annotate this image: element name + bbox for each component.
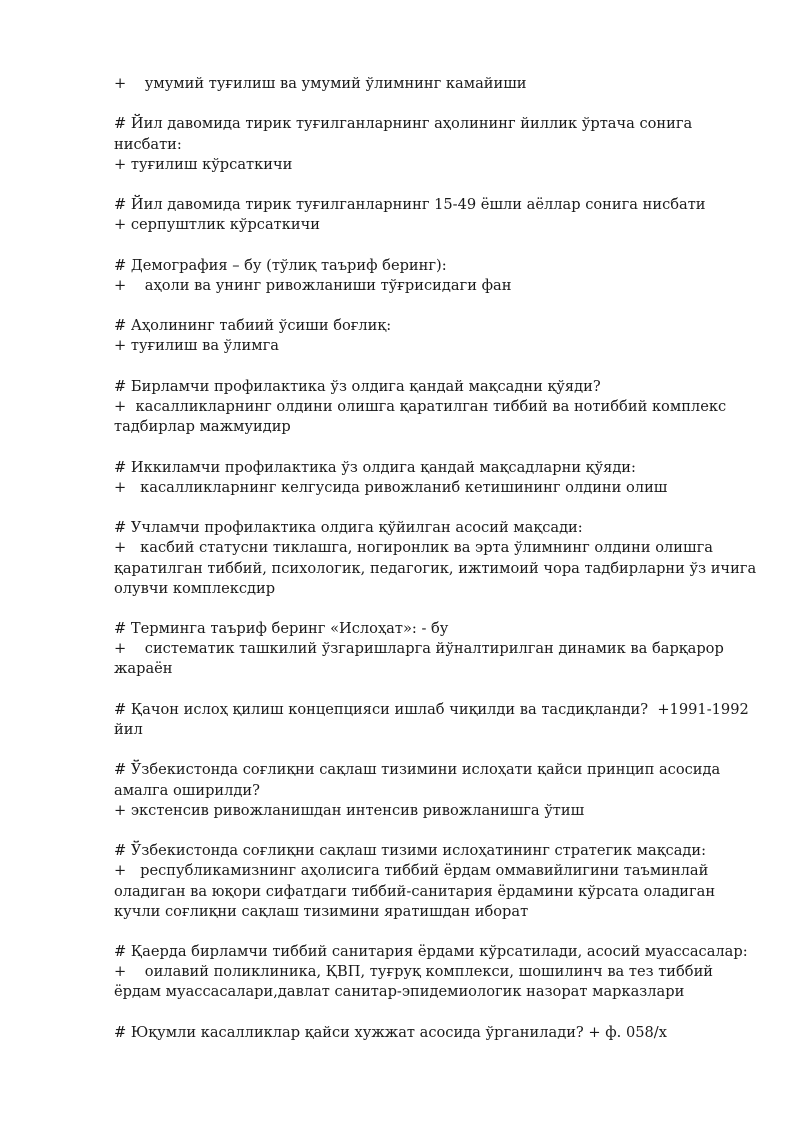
question-line: # Аҳолининг табиий ўсиши боғлиқ: xyxy=(114,317,392,335)
blank-line xyxy=(114,922,754,942)
blank-line xyxy=(114,357,754,377)
continuation-line: йил xyxy=(114,721,143,738)
blank-line xyxy=(114,437,754,457)
question-line: # Йил давомида тирик туғилганларнинг 15-49 ёшли аёллар сонига нисбати xyxy=(114,196,706,214)
answer-line: + серпуштлик кўрсаткичи xyxy=(114,216,320,234)
document-page xyxy=(114,74,757,1043)
question-line: # Ўзбекистонда соғлиқни сақлаш тизими ислоҳатининг стратегик мақсади: xyxy=(114,842,707,860)
question-line: # Қачон ислоҳ қилиш концепцияси ишлаб чиқилди ва тасдиқланди? +1991-1992 xyxy=(114,700,749,718)
answer-line: + республикамизнинг аҳолисига тиббий ёрдам оммавийлигини таъминлай xyxy=(114,862,709,880)
answer-line: + касбий статусни тиклашга, ногиронлик ва эрта ўлимнинг олдини олишга xyxy=(114,539,713,557)
blank-line xyxy=(114,94,754,114)
continuation-line: нисбати: xyxy=(114,135,182,153)
answer-line: + туғилиш ва ўлимга xyxy=(114,337,279,355)
continuation-line: оладиган ва юқори сифатдаги тиббий-санитария ёрдамини кўрсата оладиган xyxy=(114,882,716,900)
blank-line xyxy=(114,821,754,841)
continuation-line: қаратилган тиббий, психологик, педагогик, ижтимоий чора тадбирларни ўз ичига xyxy=(114,559,757,577)
continuation-line: ёрдам муассасалари,давлат санитар-эпидемиологик назорат марказлари xyxy=(114,983,685,1001)
blank-line xyxy=(114,296,754,316)
question-line: # Бирламчи профилактика ўз олдига қандай мақсадни қўяди? xyxy=(114,377,601,395)
question-line: # Ўзбекистонда соғлиқни сақлаш тизимини ислоҳати қайси принцип асосида xyxy=(114,761,721,779)
question-line: # Учламчи профилактика олдига қўйилган асосий мақсади: xyxy=(114,519,583,537)
blank-line xyxy=(114,175,754,195)
blank-line xyxy=(114,498,754,518)
blank-line xyxy=(114,236,754,256)
continuation-line: олувчи комплексдир xyxy=(114,579,276,597)
continuation-line: тадбирлар мажмуидир xyxy=(114,418,291,436)
blank-line xyxy=(114,680,754,700)
blank-line xyxy=(114,1003,754,1023)
question-line: # Йил давомида тирик туғилганларнинг аҳолининг йиллик ўртача сонига xyxy=(114,115,693,133)
question-line: # Юқумли касалликлар қайси хужжат асосида ўрганилади? + ф. 058/х xyxy=(114,1023,667,1041)
answer-line: + оилавий поликлиника, ҚВП, туғруқ комплекси, шошилинч ва тез тиббий xyxy=(114,963,714,981)
answer-line: + умумий туғилиш ва умумий ўлимнинг камайиши xyxy=(114,75,527,92)
answer-line: + туғилиш кўрсаткичи xyxy=(114,155,293,173)
blank-line xyxy=(114,740,754,760)
question-line: # Терминга таъриф беринг «Ислоҳат»: - бу xyxy=(114,620,449,638)
answer-line: + касалликларнинг олдини олишга қаратилган тиббий ва нотиббий комплекс xyxy=(114,398,727,415)
answer-line: + экстенсив ривожланишдан интенсив ривожланишга ўтиш xyxy=(114,801,585,819)
answer-line: + систематик ташкилий ўзгаришларга йўналтирилган динамик ва барқарор xyxy=(114,640,724,658)
question-line: # Демография – бу (тўлиқ таъриф беринг): xyxy=(114,256,447,274)
question-line: # Қаерда бирламчи тиббий санитария ёрдами кўрсатилади, асосий муассасалар: xyxy=(114,943,748,961)
answer-line: + аҳоли ва унинг ривожланиши тўғрисидаги фан xyxy=(114,276,512,294)
continuation-line: жараён xyxy=(114,660,173,678)
question-line: # Иккиламчи профилактика ўз олдига қандай мақсадларни қўяди: xyxy=(114,458,636,476)
blank-line xyxy=(114,599,754,619)
answer-line: + касалликларнинг келгусида ривожланиб кетишининг олдини олиш xyxy=(114,478,668,496)
continuation-line: кучли соғлиқни сақлаш тизимини яратишдан иборат xyxy=(114,902,529,920)
continuation-line: амалга оширилди? xyxy=(114,781,260,799)
